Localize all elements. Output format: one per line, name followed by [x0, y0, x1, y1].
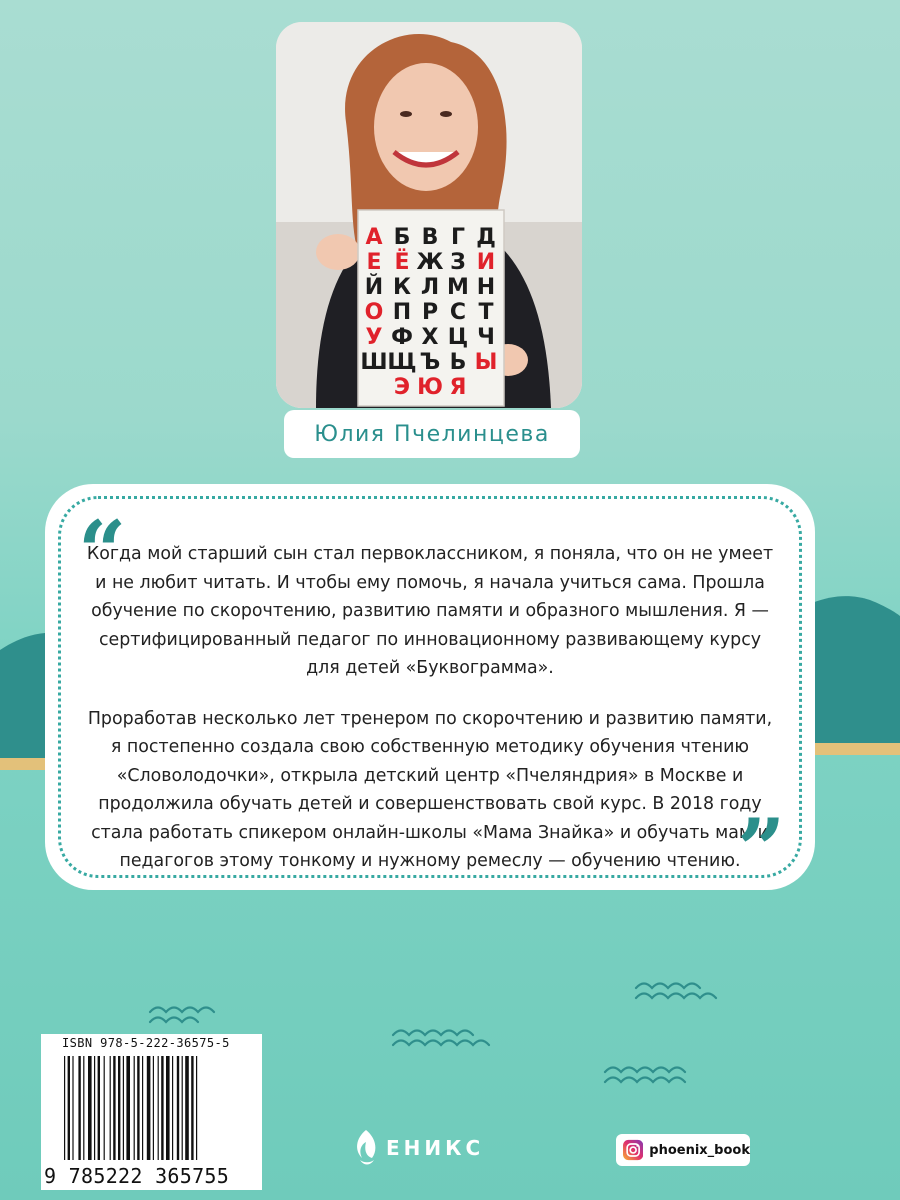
author-photo-illustration [276, 22, 582, 408]
alphabet-letter: Г [450, 225, 466, 250]
barcode-bar [88, 1056, 92, 1160]
barcode-bar [126, 1056, 130, 1160]
alphabet-letter: В [421, 225, 439, 250]
alphabet-letter: Л [420, 275, 440, 300]
alphabet-letter: Ё [394, 250, 410, 275]
barcode-bar [166, 1056, 170, 1160]
alphabet-letter: У [365, 325, 383, 350]
right-sand-strip [800, 743, 900, 755]
barcode-bar [118, 1056, 120, 1160]
barcode-bar [72, 1056, 73, 1160]
author-name-label [284, 410, 580, 458]
alphabet-letter: Ы [474, 350, 498, 375]
quote-paragraph-1: Когда мой старший сын стал первоклассником, я поняла, что он не умеет и не любит читать. И чтобы ему помочь, я начала учиться сама. Прошла обучение по скорочтению, развитию памяти и образного мышления. Я — сертифицированный педагог по инновационному развивающему курсу для детей «Буквограмма». [86, 544, 774, 678]
barcode-bar [110, 1056, 111, 1160]
alphabet-letter: Я [449, 375, 467, 400]
barcode-bar [94, 1056, 95, 1160]
alphabet-letter: Д [476, 225, 496, 250]
barcode-bar [68, 1056, 70, 1160]
alphabet-letter: А [365, 225, 383, 250]
alphabet-letter: Т [478, 300, 494, 325]
publisher-name: ЕНИКС [386, 1136, 485, 1160]
alphabet-letter: Ь [449, 350, 467, 375]
barcode-bar [161, 1056, 163, 1160]
alphabet-letter: М [447, 275, 469, 300]
barcode-bar [182, 1056, 183, 1160]
close-quote-icon: ” [737, 800, 786, 899]
alphabet-letter: И [476, 250, 496, 275]
barcode-bar [177, 1056, 179, 1160]
alphabet-letter: З [450, 250, 466, 275]
isbn-label: ISBN 978-5-222-36575-5 [62, 1036, 230, 1050]
alphabet-letter: Б [393, 225, 411, 250]
instagram-icon [623, 1139, 643, 1161]
open-quote-icon: “ [78, 502, 127, 601]
barcode-bar [153, 1056, 154, 1160]
barcode-bar [158, 1056, 159, 1160]
alphabet-letter: Р [421, 300, 439, 325]
alphabet-letter: С [449, 300, 467, 325]
barcode-bar [98, 1056, 100, 1160]
barcode-bar [172, 1056, 173, 1160]
alphabet-letter: О [364, 300, 384, 325]
barcode-bar [83, 1056, 84, 1160]
author-photo [276, 22, 582, 408]
quote-paragraph-2: Проработав несколько лет тренером по скорочтению и развитию памяти, я постепенно создала свою собственную методику обучения чтению «Словолодочки», открыла детский центр «Пчеляндрия» в Москве и продолжила обучать детей и совершенствовать свой курс. В 2018 году стала работать спикером онлайн-школы «Мама Знайка» и обучать мам и педагогов этому тонкому и нужному ремеслу — обучению чтению. [87, 708, 773, 871]
alphabet-card [358, 210, 504, 406]
author-name: Юлия Пчелинцева [314, 421, 550, 447]
barcode-bar [113, 1056, 115, 1160]
barcode-bar [137, 1056, 139, 1160]
alphabet-letter: Ч [477, 325, 495, 350]
barcode-bar [196, 1056, 197, 1160]
barcode-bar [104, 1056, 105, 1160]
alphabet-letter: К [393, 275, 411, 300]
alphabet-letter: Ъ [419, 350, 441, 375]
alphabet-letter: П [392, 300, 412, 325]
alphabet-letter: Е [366, 250, 382, 275]
instagram-handle: phoenix_book [649, 1142, 750, 1158]
barcode-bar [78, 1056, 80, 1160]
barcode-bar [185, 1056, 189, 1160]
barcode-bar [147, 1056, 151, 1160]
alphabet-letter: Ц [447, 325, 469, 350]
alphabet-letter: Щ [387, 350, 417, 375]
barcode-bar [134, 1056, 135, 1160]
barcode-digits: 9 785222 365755 [44, 1164, 230, 1188]
face-shape [374, 63, 478, 191]
barcode-bar [123, 1056, 124, 1160]
barcode [62, 1054, 252, 1164]
alphabet-letter: Х [421, 325, 439, 350]
alphabet-letter: Э [393, 375, 411, 400]
quote-text [80, 540, 780, 876]
alphabet-letter: Ш [360, 350, 388, 375]
barcode-bar [64, 1056, 65, 1160]
phoenix-logo-icon [352, 1128, 380, 1168]
alphabet-letter: Й [364, 275, 384, 300]
alphabet-letter: Ж [416, 250, 444, 275]
alphabet-letter: Н [476, 275, 496, 300]
alphabet-letter: Ф [391, 325, 413, 350]
barcode-bar [191, 1056, 193, 1160]
instagram-badge [616, 1134, 750, 1166]
barcode-bar [142, 1056, 143, 1160]
alphabet-letter: Ю [417, 375, 443, 400]
publisher-logo [352, 1126, 484, 1170]
